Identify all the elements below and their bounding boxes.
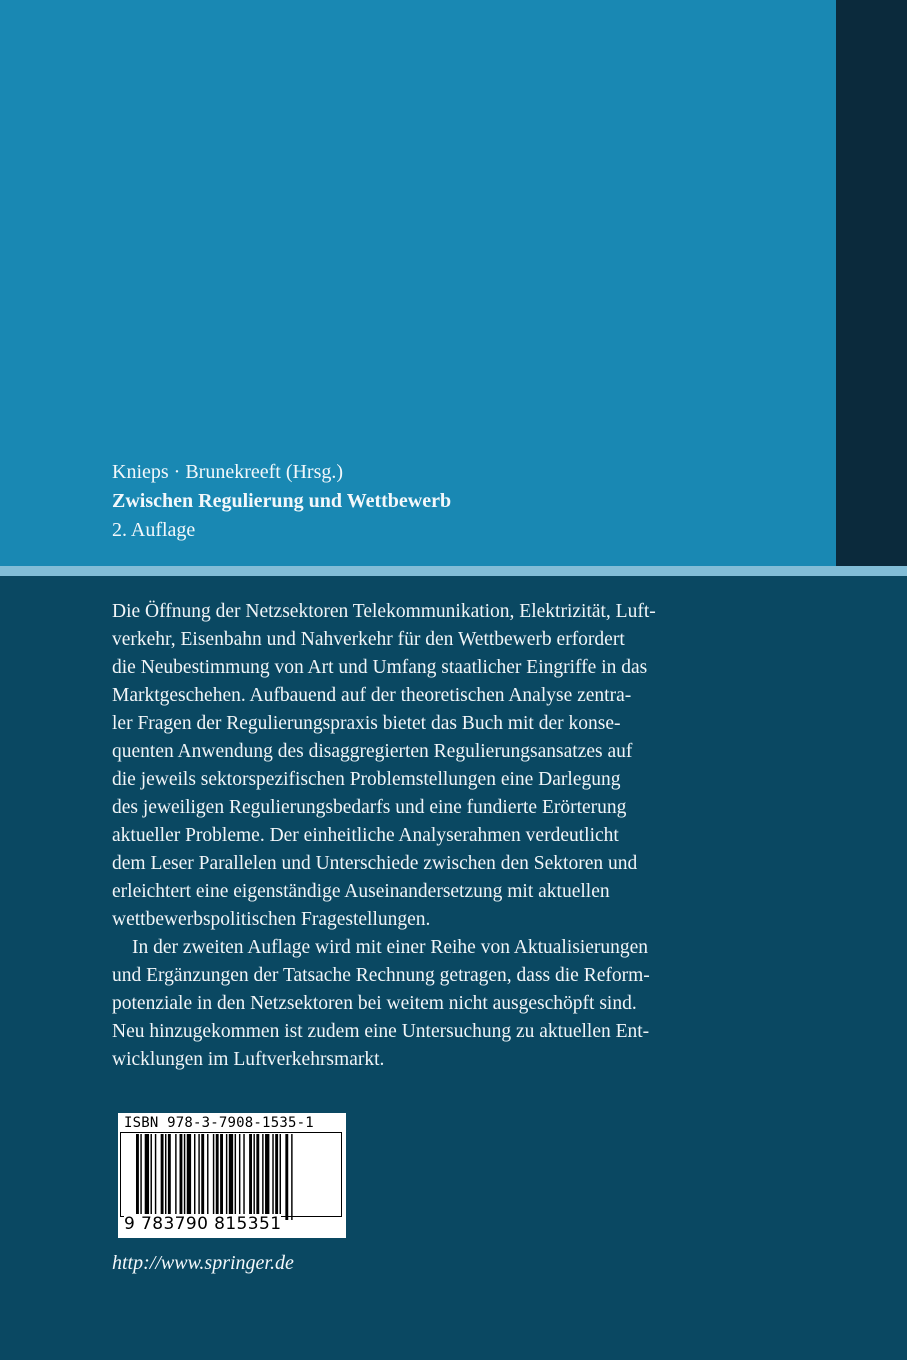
description-line: Neu hinzugekommen ist zudem eine Untersuchung zu aktuellen Ent- [112,1021,650,1042]
barcode-bar [175,1134,176,1220]
barcode-bar [265,1134,269,1220]
book-title: Zwischen Regulierung und Wettbewerb [112,490,452,512]
description-line: erleichtert eine eigenständige Auseinandersetzung mit aktuellen [112,881,610,902]
spine-strip [836,0,907,566]
barcode-bar [220,1134,223,1220]
barcode-bar [194,1134,195,1220]
description-line: verkehr, Eisenbahn und Nahverkehr für den Wettbewerb erfordert [112,629,625,650]
barcode-bar [161,1134,164,1220]
barcode-bar [168,1134,171,1220]
barcode-bar [262,1134,263,1220]
barcode-bar [285,1134,288,1220]
ean-digits: 9 783790 815351 [124,1214,282,1234]
barcode-bar [243,1134,244,1220]
barcode-bar [226,1134,227,1220]
description-line: aktueller Probleme. Der einheitliche Analyserahmen verdeutlicht [112,825,619,846]
barcode-bar [229,1134,233,1220]
book-authors: Knieps · Brunekreeft (Hrsg.) [112,461,344,483]
isbn-label: ISBN 978-3-7908-1535-1 [124,1115,314,1131]
description-line: Marktgeschehen. Aufbauend auf der theoretischen Analyse zentra- [112,685,632,706]
isbn-barcode [118,1113,346,1238]
barcode-bar [291,1134,292,1220]
barcode-bar [145,1134,149,1220]
barcode-bar [249,1134,252,1220]
barcode-bar [275,1134,278,1220]
barcode-bar [184,1134,185,1220]
description-line: die jeweils sektorspezifischen Problemstellungen eine Darlegung [112,769,621,790]
barcode-bar [207,1134,208,1220]
publisher-website[interactable]: http://www.springer.de [112,1252,294,1274]
barcode-bar [187,1134,191,1220]
barcode-bar [272,1134,273,1220]
description-line: ler Fragen der Regulierungspraxis bietet das Buch mit der konse- [112,713,621,734]
barcode-bars [136,1134,332,1220]
barcode-bar [216,1134,219,1220]
description-line: Die Öffnung der Netzsektoren Telekommunikation, Elektrizität, Luft- [112,601,656,622]
description-line: dem Leser Parallelen und Unterschiede zwischen den Sektoren und [112,853,638,874]
barcode-bar [239,1134,240,1220]
barcode-bar [213,1134,214,1220]
description-line: potenziale in den Netzsektoren bei weitem nicht ausgeschöpft sind. [112,993,637,1014]
description-line: quenten Anwendung des disaggregierten Regulierungsansatzes auf [112,741,633,762]
barcode-bar [253,1134,254,1220]
barcode-bar [136,1134,139,1220]
barcode-bar [140,1134,141,1220]
description-line: wettbewerbspolitischen Fragestellungen. [112,909,431,930]
description-line: die Neubestimmung von Art und Umfang staatlicher Eingriffe in das [112,657,648,678]
description-line: wicklungen im Luftverkehrsmarkt. [112,1049,385,1070]
barcode-bar [180,1134,183,1220]
book-edition: 2. Auflage [112,519,196,541]
barcode-bar [151,1134,152,1220]
description-line: des jeweiligen Regulierungsbedarfs und eine fundierte Erörterung [112,797,627,818]
barcode-bar [201,1134,204,1220]
divider-band [0,566,907,576]
description-line: In der zweiten Auflage wird mit einer Reihe von Aktualisierungen [132,937,649,958]
barcode-bar [280,1134,281,1220]
book-header [112,458,451,545]
barcode-bar [155,1134,156,1220]
description-line: und Ergänzungen der Tatsache Rechnung getragen, dass die Reform- [112,965,650,986]
barcode-bar [198,1134,199,1220]
barcode-bar [235,1134,236,1220]
book-description [112,598,772,1074]
barcode-bar [256,1134,259,1220]
barcode-bar [165,1134,166,1220]
